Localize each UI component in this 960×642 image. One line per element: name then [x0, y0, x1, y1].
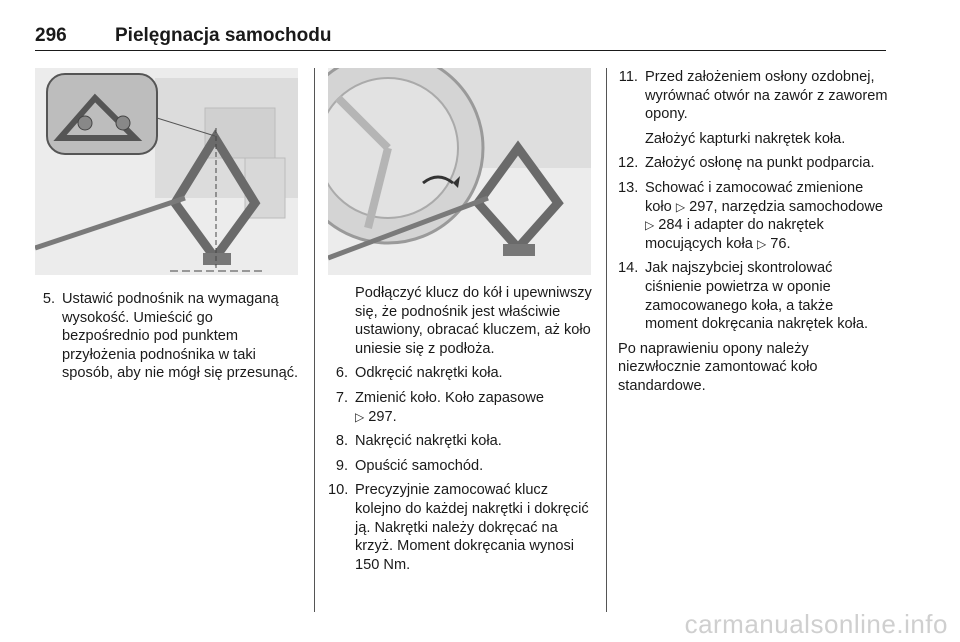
jack-position-illustration: [35, 68, 298, 275]
step-8: [328, 432, 596, 451]
step-5-number: 5.: [42, 291, 55, 307]
step-9: [328, 457, 596, 476]
step-13-number: 13.: [618, 179, 639, 196]
step-10-text: Precyzyjnie zamocować klucz kolejno do każdej nakrętki i dokręcić ją. Nakrętki należy dokręcać na krzyż. Moment dokręcania wynosi 150 Nm.: [355, 482, 589, 573]
step-9-number: 9.: [335, 457, 348, 474]
watermark: carmanualsonline.info: [684, 609, 948, 639]
step-11-number: 11.: [618, 69, 638, 85]
triangle-ref-icon[interactable]: ▷: [675, 199, 686, 214]
triangle-ref-icon[interactable]: ▷: [645, 218, 655, 233]
step-11-text: Przed założeniem osłony ozdobnej, wyrównać otwór na zawór z zaworem opony.: [645, 69, 888, 123]
page-header: [35, 20, 886, 51]
step-14-number: 14.: [618, 260, 639, 277]
step-7: [328, 389, 596, 426]
step-14: [618, 259, 888, 333]
column-3-text: [618, 68, 888, 402]
step-10: [328, 481, 596, 574]
step-12-number: 12.: [618, 155, 639, 172]
step-6-number: 6.: [335, 365, 348, 382]
step-11: [618, 68, 888, 124]
section-title: Pielęgnacja samochodu: [115, 25, 332, 46]
step-13: [618, 179, 888, 253]
step-14-text: Jak najszybciej skontrolować ciśnienie powietrza w oponie zamocowanego koła, a także moment dokręcania nakrętek koła.: [645, 260, 869, 333]
step-6: [328, 364, 596, 383]
step-13-ref-2[interactable]: 284 i adapter do nakrętek mocujących koła: [645, 217, 824, 252]
step-12-text: Założyć osłonę na punkt podparcia.: [645, 155, 875, 172]
step-7-number: 7.: [335, 389, 348, 406]
step-10-number: 10.: [328, 482, 349, 499]
step-5: [35, 290, 303, 383]
step-12: [618, 154, 888, 173]
column-divider-1: [314, 68, 315, 612]
step-9-text: Opuścić samochód.: [355, 457, 484, 474]
triangle-ref-icon[interactable]: ▷: [756, 236, 767, 251]
step-7-text: Zmienić koło. Koło zapasowe: [355, 389, 544, 406]
step-6-text: Odkręcić nakrętki koła.: [355, 365, 503, 382]
wheel-lift-illustration: [328, 68, 591, 275]
step-5-text: Ustawić podnośnik na wymaganą wysokość. Umieścić go bezpośrednio pod punktem przyłożenia podnośnika w taki sposób, aby nie mógł się przesunąć.: [62, 291, 299, 382]
wheel-lift-figure: [328, 68, 591, 275]
column-1-text: [35, 290, 303, 389]
column-divider-2: [606, 68, 607, 612]
step-intro: Podłączyć klucz do kół i upewniwszy się, że podnośnik jest właściwie ustawiony, obracać kluczem, aż koło uniesie się z podłoża.: [355, 285, 592, 357]
closing-note: Po naprawieniu opony należy niezwłocznie zamontować koło standardowe.: [618, 340, 818, 394]
step-13-ref-3[interactable]: 76.: [770, 235, 791, 252]
triangle-ref-icon[interactable]: ▷: [355, 409, 365, 424]
step-8-text: Nakręcić nakrętki koła.: [355, 433, 502, 450]
step-8-number: 8.: [335, 433, 348, 450]
step-7-ref[interactable]: 297.: [368, 408, 397, 425]
column-2-text: [328, 284, 596, 580]
step-13-text: Schować i zamocować zmienione koło: [645, 179, 864, 215]
jack-position-figure: [35, 68, 298, 275]
step-11-sub: Założyć kapturki nakrętek koła.: [645, 130, 846, 147]
page-number: 296: [35, 25, 67, 46]
step-13-ref-1[interactable]: 297, narzędzia samochodowe: [689, 198, 884, 215]
